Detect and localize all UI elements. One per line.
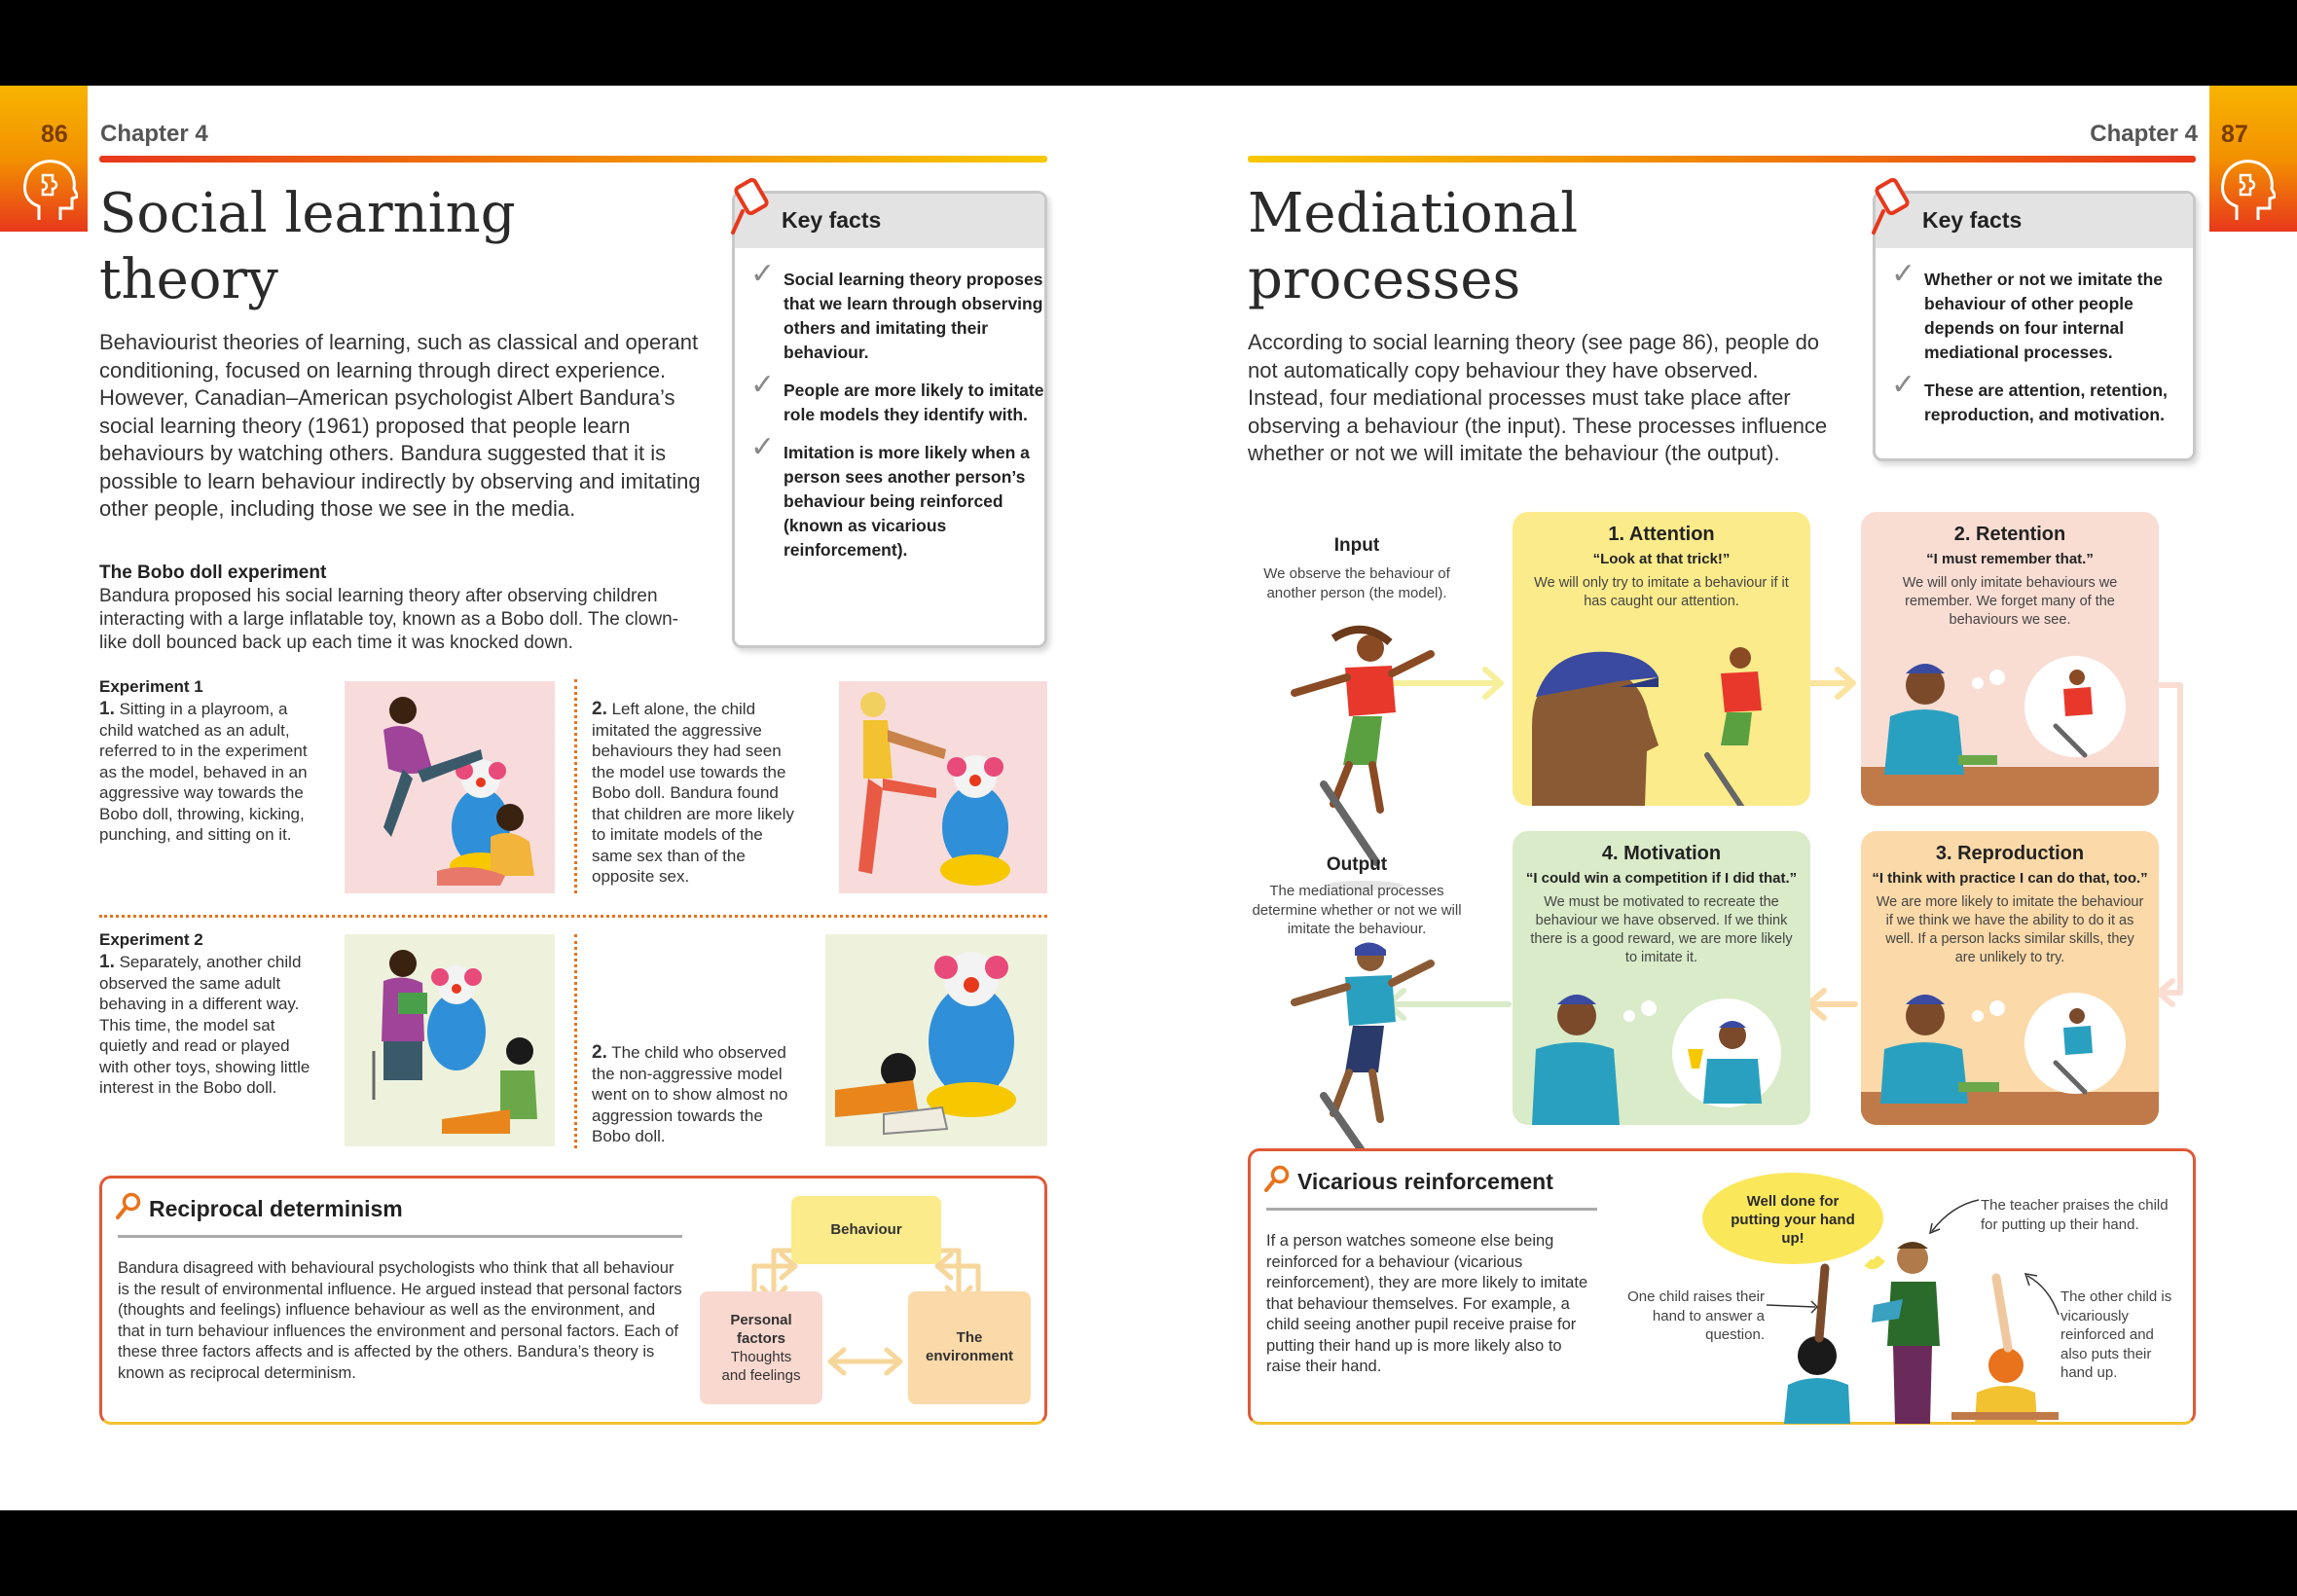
page-number: 87 <box>2221 121 2248 148</box>
node-environment: The environment <box>908 1291 1031 1404</box>
card-quote: “I must remember that.” <box>1926 551 2094 567</box>
input-title: Input <box>1333 535 1380 556</box>
motivation-illustration <box>1513 977 1810 1125</box>
key-fact-item: ✓ Whether or not we imitate the behaviour of other people depends on four internal mediational processes. <box>1891 258 2164 362</box>
checkmark-icon: ✓ <box>750 369 776 401</box>
title-line-2: processes <box>1248 248 1521 311</box>
output-title: Output <box>1326 854 1388 875</box>
speech-bubble: Well done for putting your hand up! <box>1702 1173 1883 1264</box>
reproduction-illustration <box>1861 977 2159 1125</box>
input-text: We observe the behaviour of another person (the model). <box>1263 565 1450 601</box>
card-title: 1. Attention <box>1608 524 1715 545</box>
experiment1-heading: Experiment 1 <box>99 677 203 696</box>
bobo-text: Bandura proposed his social learning theory after observing children interacting with a large inflatable toy, known as a Bobo doll. The clown-like doll bounced back up each time it was knocked down. <box>99 586 678 653</box>
checkmark-icon: ✓ <box>750 431 776 463</box>
key-facts-panel <box>732 191 1047 648</box>
key-facts-title: Key facts <box>735 194 1044 248</box>
bobo-heading: The Bobo doll experiment <box>99 562 327 583</box>
card-text: We are more likely to imitate the behaviour if we think we have the ability to do it as well. If a person lacks similar skills, they are unlikely to try. <box>1876 894 2144 965</box>
experiment2-step2: 2. The child who observed the non-aggressive model went on to show almost no aggression towards the Bobo doll. <box>592 1042 788 1145</box>
output-text: The mediational processes determine whether or not we will imitate the behaviour. <box>1252 883 1462 937</box>
skater-model-illustration <box>1275 619 1450 891</box>
reciprocal-text: Bandura disagreed with behavioural psychologists who think that all behaviour is the result of environmental influence. He argued instead that personal factors (thoughts and feelings) influence behaviour as well as the environment, and that in turn behaviour influences the environment and personal factors. Each of these three factors affects and is affected by the others. Bandura’s theory is known as reciprocal determinism. <box>118 1259 682 1382</box>
intro-paragraph: According to social learning theory (see page 86), people do not automatically copy behaviour they have observed. Instead, four mediational processes must take place after observing a behaviour (the input). These processes influence whether or not we will imitate the behaviour (the output). <box>1248 330 1828 465</box>
pushpin-icon <box>729 178 774 236</box>
node-personal-factors: Personal factors Thoughts and feelings <box>700 1291 822 1404</box>
card-retention <box>1861 512 2159 806</box>
card-text: We will only try to imitate a behaviour if it has caught our attention. <box>1534 575 1789 609</box>
card-title: 3. Reproduction <box>1935 843 2085 864</box>
title-line-1: Social learning <box>99 182 516 245</box>
illustration-aggressive-model <box>345 681 555 893</box>
checkmark-icon: ✓ <box>1891 258 1916 290</box>
vicarious-reinforcement-box <box>1248 1148 2196 1425</box>
key-fact-item: ✓ These are attention, retention, reproduction, and motivation. <box>1891 369 2168 424</box>
card-quote: “I could win a competition if I did that.” <box>1525 870 1798 887</box>
node-behaviour: Behaviour <box>791 1196 941 1264</box>
card-attention <box>1513 512 1810 806</box>
page-tab-left <box>0 86 88 232</box>
left-page <box>0 86 1148 1510</box>
vicarious-title: Vicarious reinforcement <box>1297 1169 1553 1194</box>
label-child2: The other child is vicariously reinforced and also puts their hand up. <box>2060 1288 2172 1381</box>
card-title: 4. Motivation <box>1601 843 1722 864</box>
intro-paragraph: Behaviourist theories of learning, such as classical and operant conditioning, focused on learning through direct experience. However, Canadian–American psychologist Albert Bandura’s social learning theory (1961) proposed that people learn behaviours by watching others. Bandura suggested that it is possible to learn behaviour indirectly by observing and imitating other people, including those we see in the media. <box>99 330 701 521</box>
experiment1-step2: 2. Left alone, the child imitated the aggressive behaviours they had seen the model use towards the Bobo doll. Bandura found that children are more likely to imitate models of the same sex than of the opposite sex. <box>592 699 794 886</box>
illustration-child-reads <box>825 934 1047 1146</box>
experiment1-step1: 1. Sitting in a playroom, a child watched as an adult, referred to in the experiment as the model, behaved in an aggressive way towards the Bobo doll, throwing, kicking, punching, and sitting on it. <box>99 699 308 844</box>
card-reproduction <box>1861 831 2159 1125</box>
card-quote: “I think with practice I can do that, too.” <box>1872 870 2148 887</box>
card-text: We must be motivated to recreate the behaviour we have observed. If we think there is a good reward, we are more likely to imitate it. <box>1530 894 1793 965</box>
magnifier-icon <box>116 1192 141 1219</box>
checkmark-icon: ✓ <box>750 258 776 290</box>
illustration-calm-model <box>345 934 555 1146</box>
label-teacher: The teacher praises the child for putting up their hand. <box>1981 1197 2169 1233</box>
label-child1: One child raises their hand to answer a question. <box>1627 1288 1765 1343</box>
experiment2-heading: Experiment 2 <box>99 930 203 949</box>
card-quote: “Look at that trick!” <box>1592 551 1731 567</box>
box-rule <box>118 1235 682 1238</box>
key-facts-title: Key facts <box>1876 194 2193 248</box>
page-number: 86 <box>41 121 68 148</box>
title-line-1: Mediational <box>1248 182 1579 245</box>
reciprocal-title: Reciprocal determinism <box>149 1196 403 1221</box>
vicarious-text: If a person watches someone else being reinforced for a behaviour (vicarious reinforcement), they are more likely to imitate that behaviour themselves. For example, a child seeing another pupil receive praise for putting their hand up is more likely also to raise their hand. <box>1266 1232 1588 1375</box>
page-title <box>99 181 516 313</box>
card-text: We will only imitate behaviours we remember. We forget many of the behaviours we see. <box>1902 575 2118 628</box>
divider-vertical <box>574 679 577 893</box>
checkmark-icon: ✓ <box>1891 369 1916 401</box>
divider-vertical <box>574 934 577 1148</box>
illustration-child-imitates <box>839 681 1047 893</box>
header-rule <box>99 156 1047 163</box>
magnifier-icon <box>1264 1165 1290 1192</box>
head-puzzle-icon <box>21 158 78 222</box>
card-motivation <box>1513 831 1810 1125</box>
chapter-label: Chapter 4 <box>2090 121 2198 147</box>
key-fact-item: ✓ Social learning theory proposes that we learn through observing others and imitating their behaviour. <box>750 258 1043 362</box>
attention-illustration <box>1513 629 1810 806</box>
chapter-label: Chapter 4 <box>100 121 208 147</box>
divider-horizontal <box>99 915 1047 918</box>
card-title: 2. Retention <box>1953 524 2066 545</box>
retention-illustration <box>1861 638 2159 806</box>
reciprocal-determinism-box <box>99 1176 1047 1425</box>
title-line-2: theory <box>99 248 278 311</box>
key-fact-item: ✓ Imitation is more likely when a person sees another person’s behaviour being reinforced (known as vicarious reinforcement). <box>750 431 1030 560</box>
right-page <box>1148 86 2297 1510</box>
experiment2-step1: 1. Separately, another child observed the same adult behaving in a different way. This time, the model sat quietly and read or played with other toys, showing little interest in the Bobo doll. <box>99 952 310 1097</box>
classroom-illustration <box>1767 1190 2078 1424</box>
box-rule <box>1266 1208 1597 1211</box>
key-fact-item: ✓ People are more likely to imitate role models they identify with. <box>750 369 1044 424</box>
